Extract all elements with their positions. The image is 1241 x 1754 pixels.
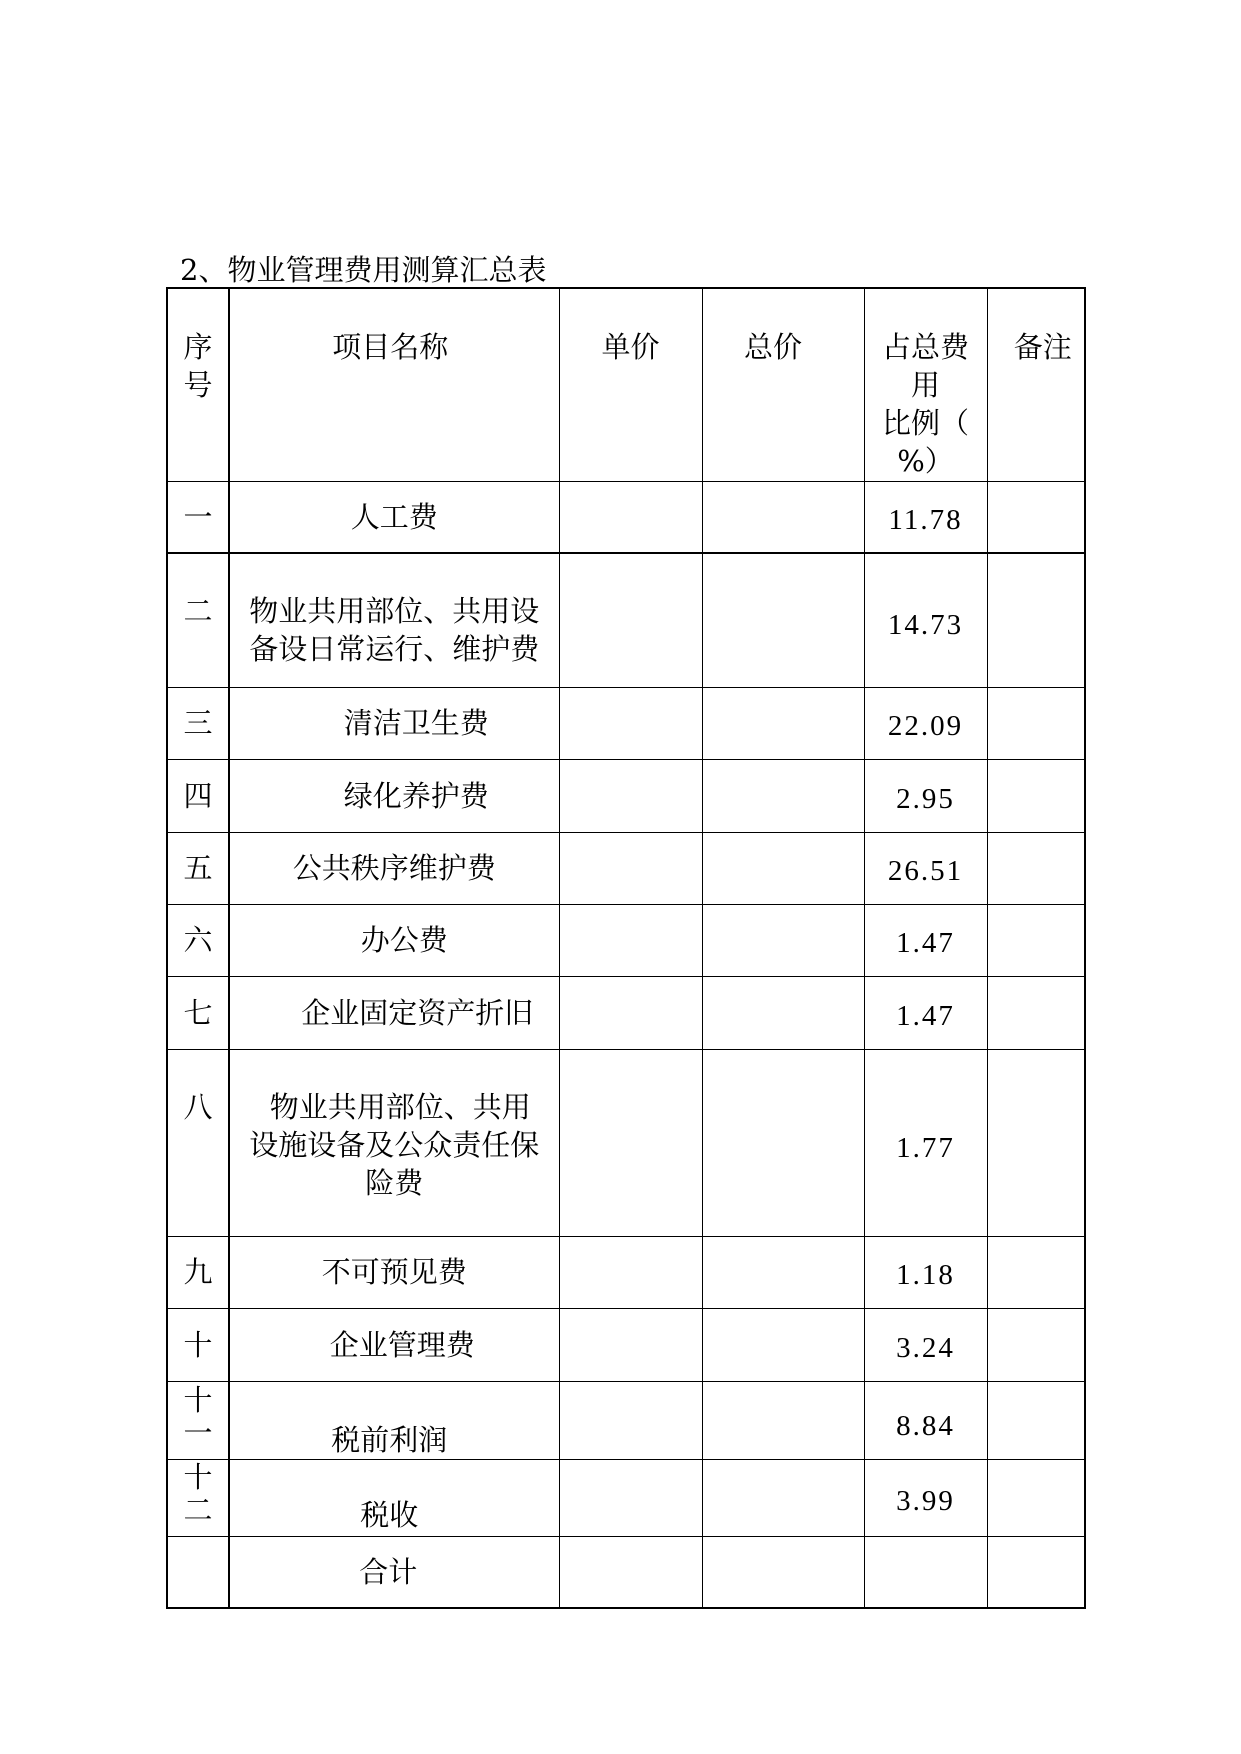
table-row <box>167 481 1085 553</box>
item-name: 税前利润 <box>331 1422 448 1457</box>
remark-cell <box>987 976 1085 1049</box>
ratio-value: 1.47 <box>896 999 955 1032</box>
item-name-cell <box>229 1049 559 1236</box>
header-unit-price-label: 单价 <box>601 330 660 364</box>
total-price-cell <box>702 687 864 759</box>
seq-number: 四 <box>183 778 213 813</box>
header-remark-label: 备注 <box>1013 330 1072 364</box>
ratio-cell <box>864 1308 987 1381</box>
total-price-cell <box>702 1381 864 1459</box>
remark-cell <box>987 1459 1085 1536</box>
ratio-cell <box>864 904 987 976</box>
ratio-value: 11.78 <box>888 503 963 536</box>
header-ratio-label-line: %） <box>897 444 954 478</box>
total-price-cell <box>702 832 864 904</box>
table-header-row <box>167 288 1085 481</box>
seq-number: 七 <box>183 995 213 1030</box>
total-price-cell <box>702 976 864 1049</box>
item-name: 公共秩序维护费 <box>292 851 496 885</box>
ratio-cell <box>864 1236 987 1308</box>
item-name-cell <box>229 1381 559 1459</box>
seq-cell <box>167 759 229 832</box>
item-name-cell <box>229 687 559 759</box>
seq-number: 八 <box>183 1089 213 1124</box>
table-row <box>167 1459 1085 1536</box>
total-row <box>167 1536 1085 1608</box>
remark-cell <box>987 1049 1085 1236</box>
item-name: 企业管理费 <box>329 1327 475 1362</box>
item-name-cell <box>229 553 559 687</box>
ratio-value: 8.84 <box>896 1409 955 1442</box>
table-row <box>167 1381 1085 1459</box>
table-row <box>167 553 1085 687</box>
ratio-value: 1.47 <box>896 927 955 959</box>
fee-summary-table <box>166 287 1086 1609</box>
table-row <box>167 759 1085 832</box>
header-ratio-cell <box>864 288 987 481</box>
seq-cell <box>167 481 229 553</box>
total-price-cell <box>702 553 864 687</box>
item-name: 税收 <box>360 1497 419 1532</box>
table-row <box>167 687 1085 759</box>
unit-price-cell <box>559 1308 702 1381</box>
header-unit-price-cell <box>559 288 702 481</box>
header-item-name-cell <box>229 288 559 481</box>
seq-cell <box>167 976 229 1049</box>
header-item-name-label: 项目名称 <box>332 330 449 364</box>
seq-cell <box>167 832 229 904</box>
item-name-line: 备设日常运行、维护费 <box>249 632 540 666</box>
table-row <box>167 1308 1085 1381</box>
ratio-value: 1.77 <box>896 1131 955 1164</box>
remark-cell <box>987 481 1085 553</box>
unit-price-cell <box>559 1536 702 1608</box>
header-seq-cell <box>167 288 229 481</box>
item-name-cell <box>229 1308 559 1381</box>
seq-number: 九 <box>183 1255 213 1289</box>
item-name-cell <box>229 1236 559 1308</box>
item-name-cell <box>229 832 559 904</box>
item-name-cell <box>229 481 559 553</box>
item-name: 清洁卫生费 <box>343 706 489 740</box>
unit-price-cell <box>559 976 702 1049</box>
ratio-cell <box>864 1049 987 1236</box>
seq-cell <box>167 1459 229 1536</box>
seq-number: 一 <box>183 499 213 534</box>
seq-cell <box>167 1308 229 1381</box>
table-row <box>167 1049 1085 1236</box>
total-price-cell <box>702 759 864 832</box>
remark-cell <box>987 1536 1085 1608</box>
unit-price-cell <box>559 1049 702 1236</box>
unit-price-cell <box>559 832 702 904</box>
unit-price-cell <box>559 553 702 687</box>
item-name: 办公费 <box>360 923 448 957</box>
total-price-cell <box>702 1459 864 1536</box>
header-ratio-label-line: 占总费 <box>881 330 969 364</box>
ratio-value: 26.51 <box>887 855 964 887</box>
ratio-value: 22.09 <box>887 710 964 742</box>
ratio-cell <box>864 687 987 759</box>
table-row <box>167 832 1085 904</box>
seq-cell <box>167 553 229 687</box>
table-row <box>167 976 1085 1049</box>
total-price-cell <box>702 1049 864 1236</box>
seq-cell <box>167 1236 229 1308</box>
seq-cell <box>167 1536 229 1608</box>
item-name-line: 物业共用部位、共用 <box>269 1089 531 1124</box>
remark-cell <box>987 759 1085 832</box>
total-price-cell <box>702 1308 864 1381</box>
item-name: 人工费 <box>350 499 438 534</box>
remark-cell <box>987 687 1085 759</box>
item-name-cell <box>229 1536 559 1608</box>
ratio-value: 14.73 <box>887 609 964 642</box>
unit-price-cell <box>559 1236 702 1308</box>
header-ratio-label-line: 用 <box>910 368 940 402</box>
ratio-cell <box>864 553 987 687</box>
remark-cell <box>987 904 1085 976</box>
remark-cell <box>987 832 1085 904</box>
remark-cell <box>987 1381 1085 1459</box>
seq-cell <box>167 904 229 976</box>
item-name-cell <box>229 1459 559 1536</box>
unit-price-cell <box>559 687 702 759</box>
header-ratio-label-line: 比例（ <box>881 406 969 440</box>
ratio-cell <box>864 759 987 832</box>
item-name-cell <box>229 976 559 1049</box>
unit-price-cell <box>559 759 702 832</box>
ratio-value: 1.18 <box>896 1259 955 1291</box>
remark-cell <box>987 553 1085 687</box>
item-name-line: 设施设备及公众责任保 <box>249 1127 540 1162</box>
ratio-value: 3.24 <box>896 1331 955 1364</box>
item-name-line: 险费 <box>365 1165 424 1200</box>
unit-price-cell <box>559 904 702 976</box>
item-name: 不可预见费 <box>321 1255 467 1289</box>
seq-number: 三 <box>183 706 213 740</box>
header-total-price-cell <box>702 288 864 481</box>
seq-number: 十二 <box>183 1459 213 1527</box>
total-price-cell <box>702 1536 864 1608</box>
seq-cell <box>167 687 229 759</box>
ratio-cell <box>864 1381 987 1459</box>
table-row <box>167 1236 1085 1308</box>
total-label: 合计 <box>359 1554 418 1589</box>
ratio-cell <box>864 481 987 553</box>
page-title: 2、物业管理费用测算汇总表 <box>180 253 547 287</box>
seq-cell <box>167 1381 229 1459</box>
total-price-cell <box>702 1236 864 1308</box>
ratio-cell <box>864 1459 987 1536</box>
item-name: 企业固定资产折旧 <box>301 995 534 1030</box>
seq-number: 二 <box>183 594 213 628</box>
header-total-price-label: 总价 <box>743 330 802 364</box>
item-name-cell <box>229 904 559 976</box>
remark-cell <box>987 1308 1085 1381</box>
item-name-cell <box>229 759 559 832</box>
seq-number: 十一 <box>183 1382 213 1450</box>
ratio-value: 2.95 <box>896 782 955 815</box>
ratio-value: 3.99 <box>896 1485 955 1517</box>
total-price-cell <box>702 904 864 976</box>
unit-price-cell <box>559 1459 702 1536</box>
total-price-cell <box>702 481 864 553</box>
ratio-cell <box>864 832 987 904</box>
unit-price-cell <box>559 1381 702 1459</box>
remark-cell <box>987 1236 1085 1308</box>
seq-cell <box>167 1049 229 1236</box>
ratio-cell <box>864 976 987 1049</box>
item-name: 绿化养护费 <box>343 778 489 813</box>
unit-price-cell <box>559 481 702 553</box>
header-seq-label: 序号 <box>183 330 213 402</box>
table-row <box>167 904 1085 976</box>
ratio-cell <box>864 1536 987 1608</box>
item-name-line: 物业共用部位、共用设 <box>249 594 540 628</box>
seq-number: 五 <box>183 851 213 885</box>
header-remark-cell <box>987 288 1085 481</box>
seq-number: 六 <box>183 923 213 957</box>
seq-number: 十 <box>183 1327 213 1362</box>
